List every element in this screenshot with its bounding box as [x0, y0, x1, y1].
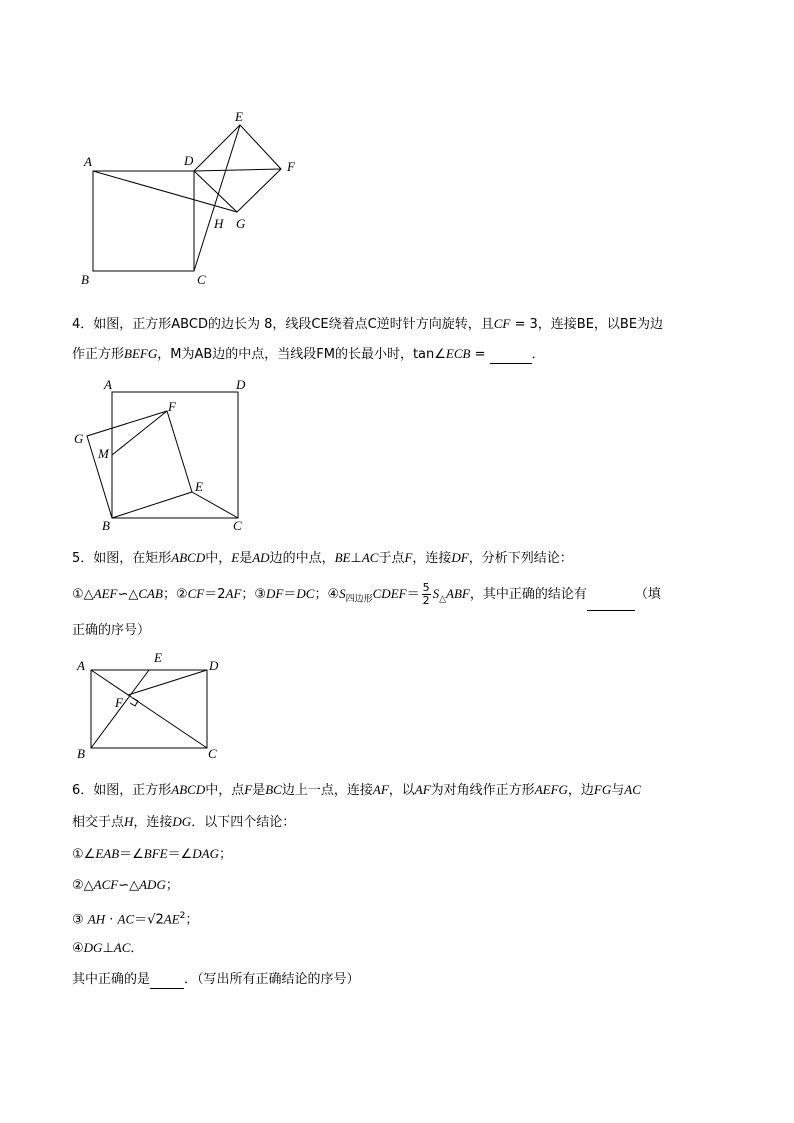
label-F: F [115, 695, 123, 710]
answer-blank[interactable] [150, 974, 184, 989]
label-A: A [77, 658, 85, 673]
label-D: D [184, 153, 194, 168]
label-A: A [104, 377, 112, 392]
fraction: $\frac{5}{2}$ [422, 581, 430, 607]
label-H: H [214, 216, 224, 231]
q6-line-1: 6．如图，正方形ABCD中，点F是BC边上一点，连接AF，以AF为对角线作正方形AEFG，边FG与AC [72, 782, 641, 798]
label-A: A [84, 154, 92, 169]
label-B: B [81, 272, 89, 287]
label-G: G [236, 216, 246, 231]
label-G: G [74, 431, 84, 446]
q4-line-1: 4．如图，正方形ABCD的边长为 8，线段CE绕着点C逆时针方向旋转，且CF = 3，连接BE，以BE为边 [72, 316, 664, 332]
answer-blank[interactable] [587, 596, 635, 611]
label-C: C [233, 518, 242, 533]
label-E: E [154, 650, 162, 665]
q6-conclusion-4: ④DG⊥AC． [72, 940, 144, 956]
figure-q3 [70, 105, 310, 295]
label-M: M [98, 446, 109, 461]
label-D: D [209, 658, 219, 673]
q5-line-1: 5．如图，在矩形ABCD中，E是AD边的中点，BE⊥AC于点F，连接DF，分析下列结论： [72, 550, 573, 566]
q6-conclusion-3: ③ AH · $AC=√2AE^2$； [72, 911, 199, 928]
q6-last-line: 其中正确的是 ．（写出所有正确结论的序号） [72, 972, 360, 987]
label-B: B [77, 746, 85, 761]
q6-conclusion-2: ②△ACF∽△ADG； [72, 877, 179, 893]
question-number: 5． [72, 551, 94, 566]
label-E: E [235, 109, 243, 124]
label-F: F [168, 399, 176, 414]
label-B: B [102, 518, 110, 533]
figure-q5 [70, 648, 230, 763]
label-F: F [287, 159, 295, 174]
label-C: C [197, 272, 206, 287]
question-number: 6． [72, 783, 94, 798]
label-D: D [236, 377, 246, 392]
q4-line-2: 作正方形BEFG，M为AB边的中点，当线段FM的长最小时，tan∠ECB = ． [72, 346, 545, 362]
label-C: C [208, 746, 217, 761]
answer-blank[interactable] [490, 349, 532, 364]
question-number: 4． [72, 317, 94, 332]
q6-conclusion-1: ①∠EAB＝∠BFE＝∠DAG； [72, 846, 233, 862]
q5-line-3: 正确的序号） [72, 623, 151, 638]
q6-line-2: 相交于点H，连接DG．以下四个结论： [72, 814, 296, 830]
label-E: E [195, 479, 203, 494]
figure-q4 [70, 375, 250, 535]
q5-line-2: ①△AEF∽△CAB；②CF＝2AF；③DF＝DC；$④S_{四边形}CDEF=$ $\frac{5}{2}$ $S_\triangle ABF$，其中正确的结论有 （填 [72, 582, 661, 611]
